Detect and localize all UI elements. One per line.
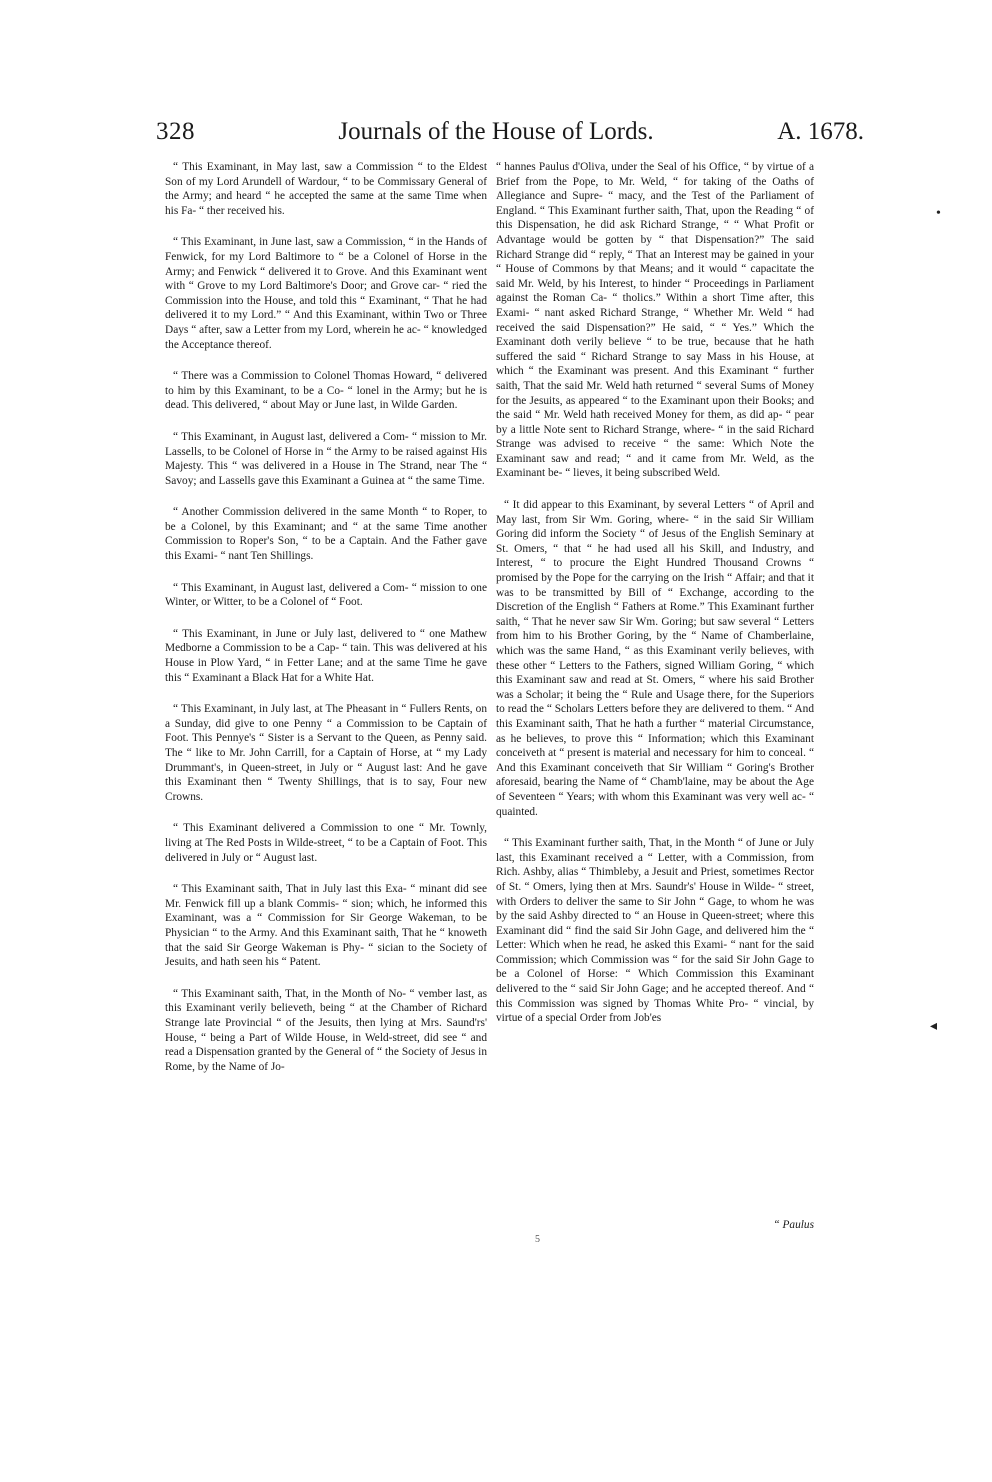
paragraph: “ This Examinant saith, That in July last this Exa- “ minant did see Mr. Fenwick fill up a blank Commis- “ sion; which, he informed this Examinant, was a “ Commission for Sir George Wakeman, to be Physician “ to the Army. And this Examinant saith, That he “ knoweth that the said Sir George Wakeman is Phy- “ sician to the Society of Jesuits, and hath seen his “ Patent. [165,883,487,969]
paragraph: “ This Examinant further saith, That, in the Month “ of June or July last, this Examinant received a “ Letter, with a Commission, from Rich. Ashby, alias “ Thimbleby, a Jesuit and Priest, sometimes Rector of St. “ Omers, lying then at Mrs. Saundr's' House in Wilde- “ street, with Orders to deliver the same to Sir John “ Gage, to whom he was by the said Ashby directed to “ an House in Queen-street; where this Examinant did “ find the said Sir John Gage, and delivered him the “ Letter: Which when he read, he asked this Exami- “ nant for the said Commission; which Commission was “ for the said Sir John Gage to be a Colonel of Horse: “ Which Commission this Examinant delivered to the “ said Sir John Gage; and he accepted thereof. And “ this Commission was signed by Thomas White Pro- “ vincial, by virtue of a special Order from Job'es [496,837,814,1025]
paragraph: “ This Examinant, in June last, saw a Commission, “ in the Hands of Fenwick, for my Lord Baltimore to “ be a Colonel of Horse in the Army; and Fenwick “ delivered it to Grove. And this Examinant went with “ Grove to my Lord Baltimore's Door; and Grove car- “ ried the Commission into the House, and told this “ Examinant, “ That he had delivered it to my Lord.” “ And this Examinant, within Two or Three Days “ after, saw a Letter from my Lord, wherein he ac- “ knowledged the Acceptance thereof. [165,236,487,351]
signature-mark: 5 [535,1234,540,1245]
margin-dot-icon: • [936,206,941,221]
paragraph: “ This Examinant delivered a Commission to one “ Mr. Townly, living at The Red Posts in Wilde-street, “ to be a Captain of Foot. This delivered in July or “ August last. [165,822,487,864]
left-column [165,160,487,1091]
right-column [496,160,814,1043]
paragraph: “ hannes Paulus d'Oliva, under the Seal of his Office, “ by virtue of a Brief from the Pope, to Mr. Weld, “ for taking of the Oaths of Allegiance and Supre- “ macy, and the Test of the Parliament of England. “ This Examinant further saith, That, upon the Reading “ of this Dispensation, he did ask Richard Strange, “ “ What Profit or Advantage would be gotten by “ that Dispensation?” The said Richard Strange did “ reply, “ That an Interest may be gained in your “ House of Commons by that Means; and it would “ capacitate the said Mr. Weld, by his Interest, to hinder “ Proceedings in Parliament against the Roman Ca- “ tholics.” Within a short Time after, this Exami- “ nant asked Richard Strange, “ Whether Mr. Weld “ had received the said Dispensation?” He said, “ “ Yes.” Which the Examinant doth verily believe “ to be true, because that he hath suffered the said “ Richard Strange to say Mass in his House, at which “ the Examinant was present. And this Examinant “ further saith, That the said Mr. Weld hath returned “ several Sums of Money for the Jesuits, as appeared “ to the Examinant upon their Books; and the said “ Mr. Weld hath received Money for them, as did ap- “ pear by a little Note sent to Richard Strange, where- “ in the said Richard Strange was advised to receive “ the same: Which Note the Examinant saw and read; “ and it came from Mr. Weld, as the Examinant be- “ lieves, it being subscribed Weld. [496,161,814,480]
paragraph: “ It did appear to this Examinant, by several Letters “ of April and May last, from Sir Wm. Goring, where- “ in the said Sir William Goring did inform the Society “ of Jesus of the English Seminary at St. Omers, “ that “ he had used all his Skill, and Industry, and Interest, “ to procure the Eight Hundred Thousand Crowns “ promised by the Pope for the carrying on the Irish “ Affair; and that it was to be transmitted by Bill of “ Exchange, according to the Discretion of the English “ Fathers at Rome.” This Examinant further saith, “ That he never saw Sir Wm. Goring; but saw several “ Letters from him to his Brother Goring, by the “ Name of Chamberlaine, which was the same Hand, “ as this Examinant verily believes, with these other “ Letters to the Fathers, signed William Goring, “ which this Examinant saw and read at St. Omers, “ where his said Brother was a Scholar; it being the “ Rule and Usage there, for the Superiors to read the “ Scholars Letters before they are delivered to them. “ And this Examinant saith, That he hath a further “ material Circumstance, as he believes, to prove this “ Information; which this Examinant conceiveth at “ present is material and necessary for him to conceal. “ And this Examinant conceiveth that Sir William “ Goring's Brother aforesaid, bearing the Name of “ Chamb'laine, may be about the Age of Seventeen “ Years; with whom this Examinant was very well ac- “ quainted. [496,499,814,818]
margin-arrow-icon: ◂ [930,1019,938,1034]
paragraph: “ This Examinant, in May last, saw a Commission “ to the Eldest Son of my Lord Arundell of Wardour, “ to be Commissary General of the Army; and heard “ he accepted the same at the same Time when his Fa- “ ther received his. [165,161,487,217]
paragraph: “ This Examinant, in August last, delivered a Com- “ mission to one Winter, or Witter, to be a Colonel of “ Foot. [165,581,487,609]
page-header [0,118,992,154]
catchword: “ Paulus [773,1219,814,1231]
paragraph: “ There was a Commission to Colonel Thomas Howard, “ delivered to him by this Examinant, to be a Co- “ lonel in the Army; but he is dead. This delivered, “ about May or June last, in Wilde Garden. [165,370,487,412]
paragraph: “ This Examinant, in July last, at The Pheasant in “ Fullers Rents, on a Sunday, did give to one Penny “ a Commission to be Captain of Foot. This Pennye's “ Sister is a Servant to the Queen, as Penny said. The “ like to Mr. John Carrill, for a Captain of Horse, at “ my Lady Drummant's, in Queen-street, in July or “ August last: And he gave this Examinant then “ Twenty Shillings, that is to say, Four new Crowns. [165,703,487,803]
paragraph: “ This Examinant saith, That, in the Month of No- “ vember last, as this Examinant verily believeth, being “ at the Chamber of Richard Strange late Provincial “ of the Jesuits, then lying at Mrs. Saund'rs' House, “ being a Part of Wilde House, in Weld-street, did see “ and read a Dispensation granted by the General of “ the Society of Jesus in Rome, by the Name of Jo- [165,987,487,1073]
paragraph: “ This Examinant, in June or July last, delivered to “ one Mathew Medborne a Commission to be a Cap- “ tain. This was delivered at his House in Plow Yard, “ in Fetter Lane; and at the same Time he gave this “ Examinant a Black Hat for a White Hat. [165,627,487,684]
year-heading: A. 1678. [777,118,864,145]
running-title: Journals of the House of Lords. [338,118,654,145]
paragraph: “ Another Commission delivered in the same Month “ to Roper, to be a Colonel, by this Examinant; and “ at the same Time another Commission to Roper's Son, “ to be a Captain. And the Father gave this Exami- “ nant Ten Shillings. [165,506,487,563]
paragraph: “ This Examinant, in August last, delivered a Com- “ mission to Mr. Lassells, to be Colonel of Horse in “ the Army to be raised against His Majesty. This “ was delivered in a House in The Strand, near The “ Savoy; and Lassells gave this Examinant a Guinea at “ the same Time. [165,430,487,487]
page-number: 328 [156,118,195,145]
